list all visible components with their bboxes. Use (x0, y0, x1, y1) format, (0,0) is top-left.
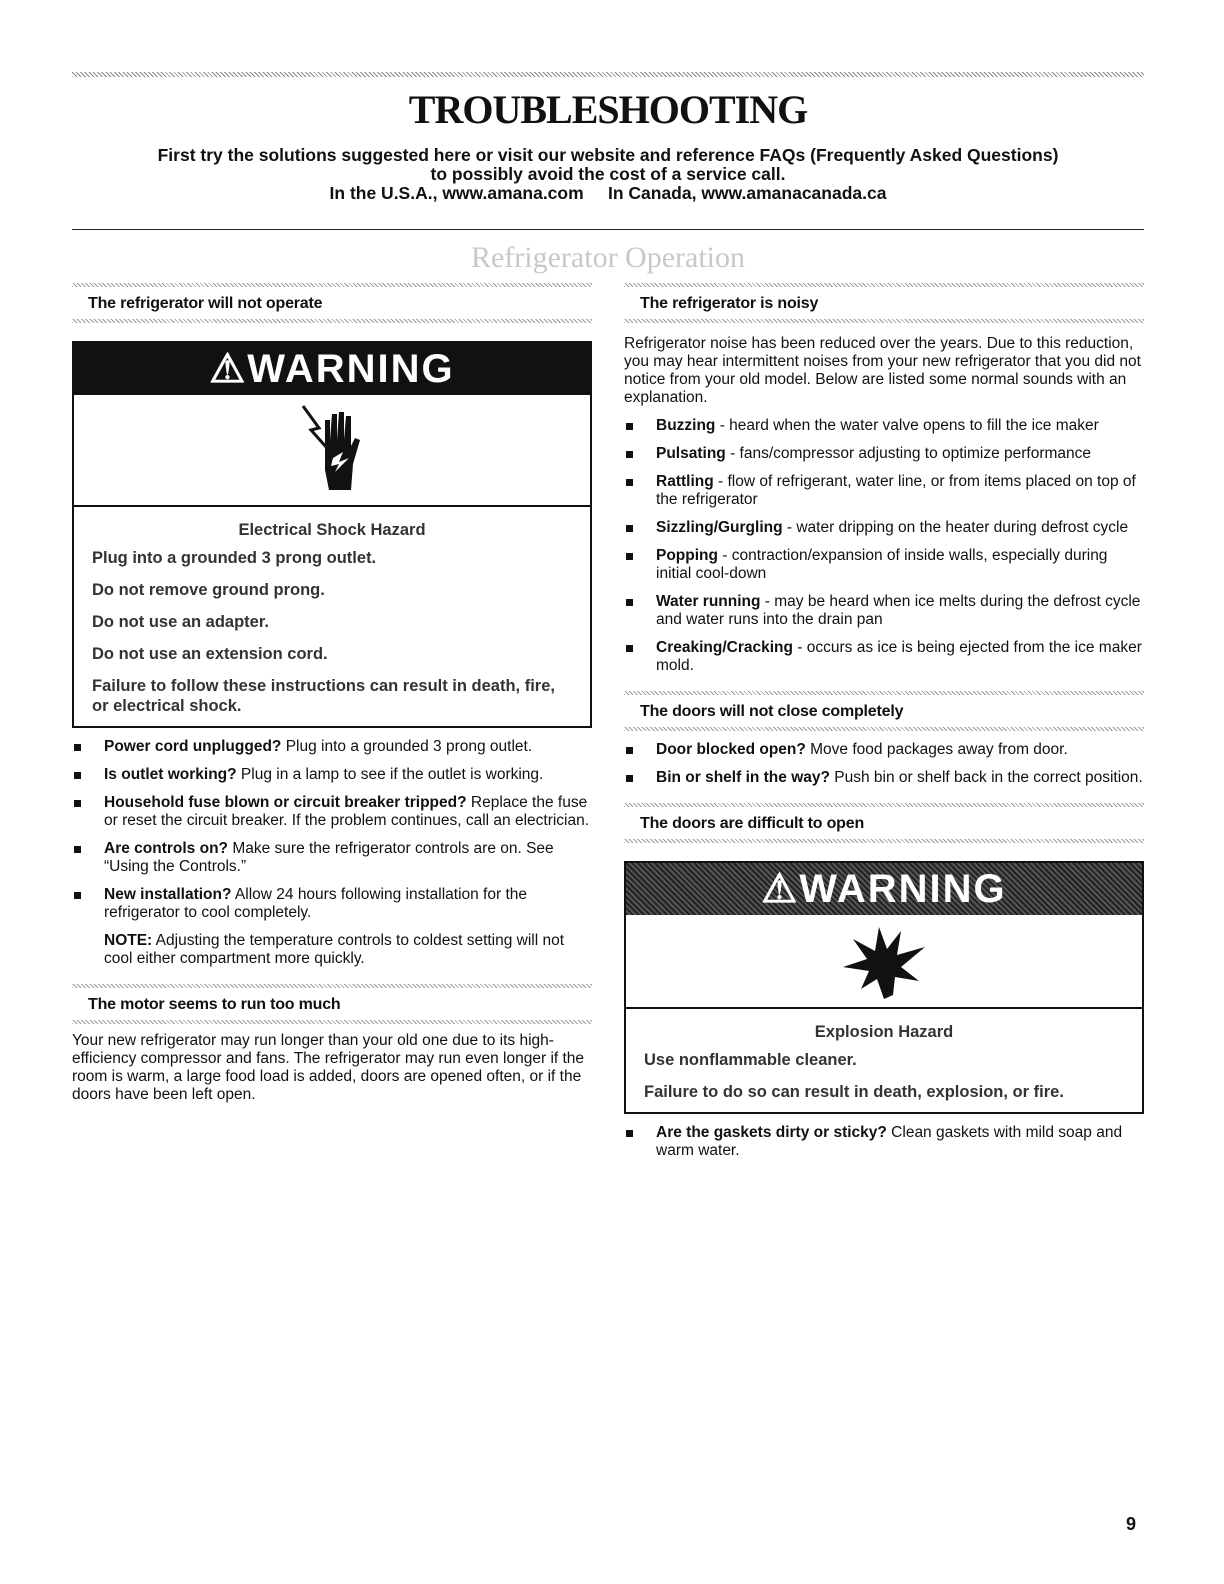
list-item: Creaking/Cracking - occurs as ice is being ejected from the ice maker mold. (624, 639, 1144, 675)
question-heading: The refrigerator will not operate (88, 295, 323, 312)
divider (72, 319, 592, 323)
noise-list (624, 417, 1144, 675)
top-divider (72, 72, 1144, 77)
list-item: Power cord unplugged? Plug into a grounded 3 prong outlet. (72, 738, 592, 756)
divider (72, 1020, 592, 1024)
paragraph: Refrigerator noise has been reduced over the years. Due to this reduction, you may hear intermittent noises from your new refrigerator that you did not notice from your old model. Below are listed some normal sounds with an explanation. (624, 335, 1141, 406)
question-heading: The doors will not close completely (640, 703, 904, 720)
section-rule (72, 229, 1144, 230)
page-number: 9 (1126, 1514, 1137, 1534)
list-item: Pulsating - fans/compressor adjusting to optimize performance (624, 445, 1144, 463)
intro-line: In the U.S.A., www.amana.com In Canada, www.amanacanada.ca (329, 183, 887, 203)
page-title: TROUBLESHOOTING (408, 87, 808, 132)
list-item: Household fuse blown or circuit breaker tripped? Replace the fuse or reset the circuit breaker. If the problem continues, call an electrician. (72, 794, 592, 830)
section-title: Refrigerator Operation (470, 241, 746, 274)
note: NOTE: Adjusting the temperature controls to coldest setting will not cool either compartment more quickly. (104, 932, 565, 967)
list-item: Popping - contraction/expansion of inside walls, especially during initial cool-down (624, 547, 1144, 583)
list-item: New installation? Allow 24 hours following installation for the refrigerator to cool completely. (72, 886, 592, 922)
intro-line: to possibly avoid the cost of a service call. (430, 164, 786, 184)
left-column (72, 283, 592, 1104)
list-item: Sizzling/Gurgling - water dripping on the heater during defrost cycle (624, 519, 1144, 537)
divider (624, 319, 1144, 323)
list-item: Door blocked open? Move food packages away from door. (624, 741, 1144, 759)
solution-list (624, 1124, 1144, 1160)
list-item: Are the gaskets dirty or sticky? Clean gaskets with mild soap and warm water. (624, 1124, 1144, 1160)
warning-box-shock (72, 341, 592, 728)
warning-line: Use nonflammable cleaner. (644, 1051, 857, 1069)
list-item: Bin or shelf in the way? Push bin or shelf back in the correct position. (624, 769, 1144, 787)
warning-line: Failure to do so can result in death, explosion, or fire. (644, 1083, 1064, 1101)
list-item: Buzzing - heard when the water valve opens to fill the ice maker (624, 417, 1144, 435)
warning-line: Plug into a grounded 3 prong outlet. (92, 549, 377, 567)
warning-line: Do not use an extension cord. (92, 645, 328, 663)
warning-line: Do not remove ground prong. (92, 581, 325, 599)
list-item: Rattling - flow of refrigerant, water line, or from items placed on top of the refrigerator (624, 473, 1144, 509)
divider (624, 727, 1144, 731)
warning-title: Explosion Hazard (814, 1023, 954, 1041)
right-column (624, 283, 1144, 1160)
question-heading: The refrigerator is noisy (640, 295, 819, 312)
paragraph: Your new refrigerator may run longer than your old one due to its high-efficiency compressor and fans. The refrigerator may run even longer if the room is warm, a large food load is added, doors are opened often, or if the doors have been left open. (72, 1032, 585, 1103)
solution-list (72, 738, 592, 922)
warning-box-explosion (624, 861, 1144, 1114)
question-heading: The motor seems to run too much (88, 996, 341, 1013)
intro-line: First try the solutions suggested here or visit our website and reference FAQs (Frequently Asked Questions) (157, 145, 1059, 165)
electric-shock-hand-icon (297, 400, 367, 500)
solution-list (624, 741, 1144, 787)
explosion-icon (839, 921, 929, 1001)
warning-title: Electrical Shock Hazard (238, 521, 426, 539)
warning-banner: ⚠WARNING (626, 863, 1142, 915)
list-item: Is outlet working? Plug in a lamp to see if the outlet is working. (72, 766, 592, 784)
intro-text (72, 146, 1144, 203)
divider (624, 839, 1144, 843)
list-item: Water running - may be heard when ice melts during the defrost cycle and water runs into the drain pan (624, 593, 1144, 629)
list-item: Are controls on? Make sure the refrigerator controls are on. See “Using the Controls.” (72, 840, 592, 876)
warning-line: Failure to follow these instructions can result in death, fire, or electrical shock. (92, 677, 555, 715)
question-heading: The doors are difficult to open (640, 815, 865, 832)
warning-banner: ⚠WARNING (74, 343, 590, 395)
warning-line: Do not use an adapter. (92, 613, 269, 631)
